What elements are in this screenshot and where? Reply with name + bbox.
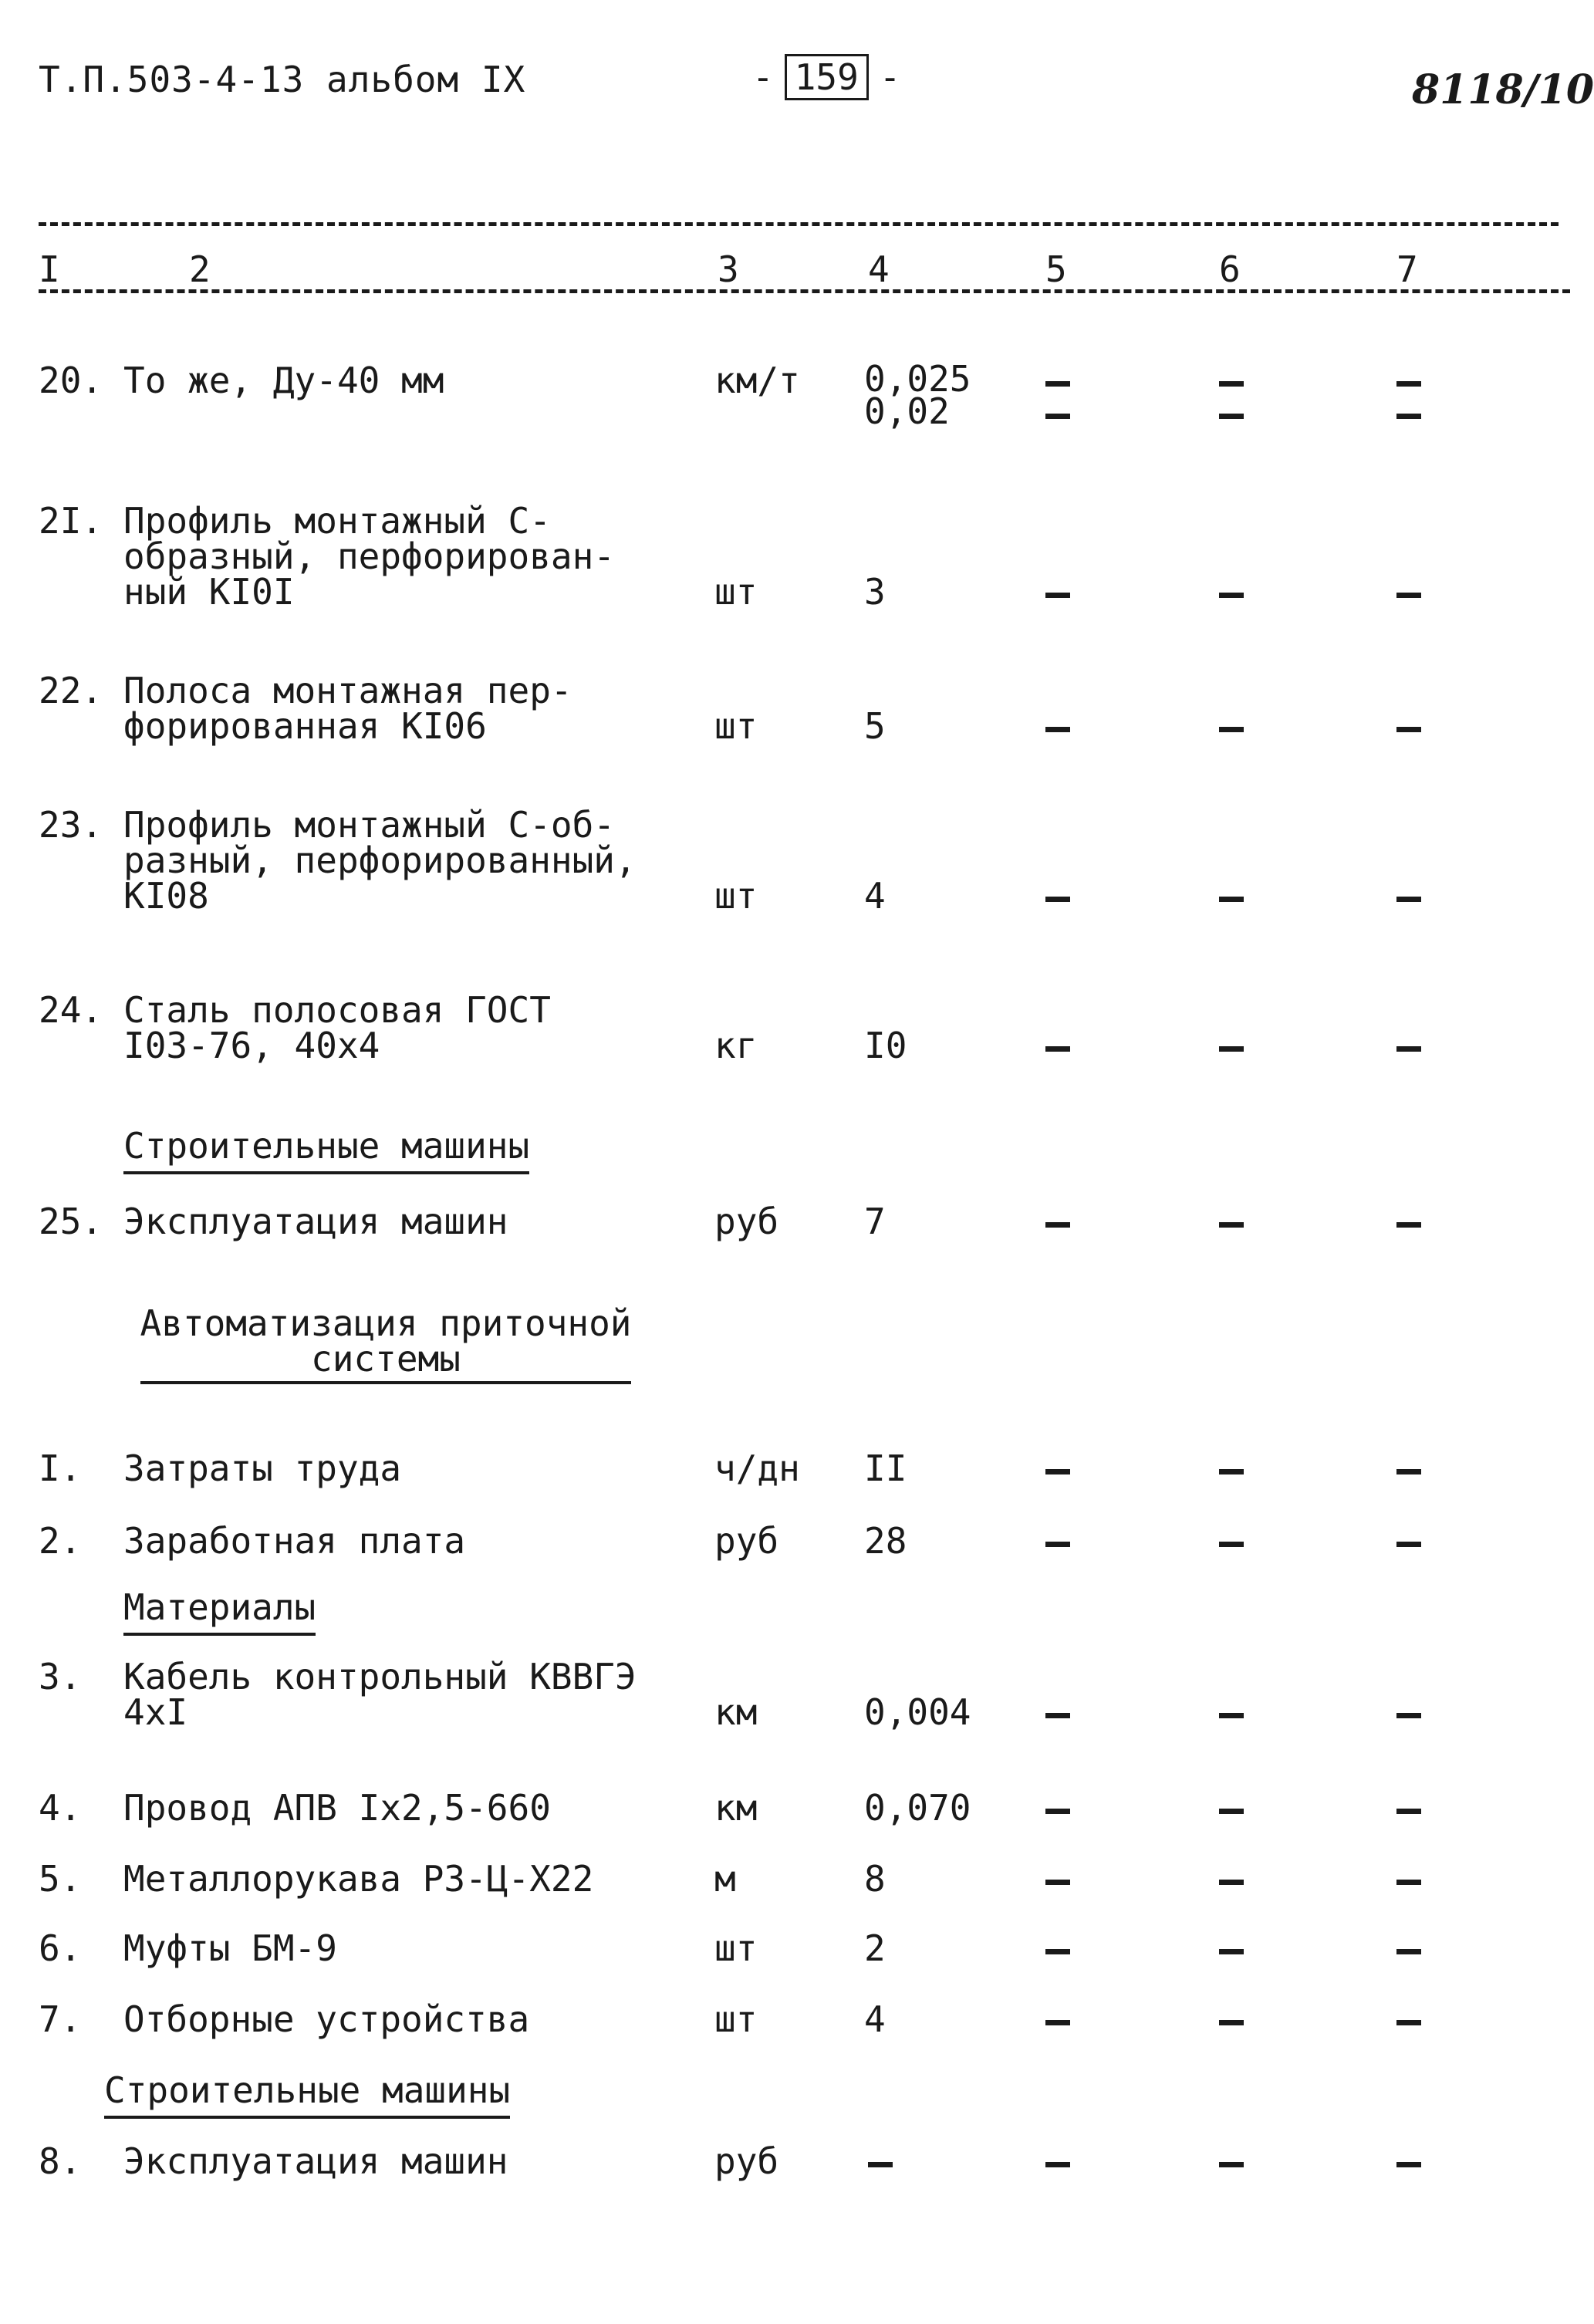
- empty-value-dash: [1045, 897, 1070, 902]
- section-heading: [123, 1125, 530, 1167]
- row-quantity: 2: [864, 1927, 886, 1969]
- section-heading-text: Строительные машины: [123, 1125, 529, 1174]
- row-quantity: I0: [864, 1025, 907, 1066]
- section-heading-text: Автоматизация приточной системы: [140, 1306, 632, 1384]
- row-unit: км: [714, 1691, 758, 1733]
- empty-value-dash: [1219, 1713, 1244, 1718]
- empty-value-dash: [1396, 2020, 1421, 2025]
- sheet-reference: 8118/10: [1412, 66, 1594, 113]
- row-unit: шт: [714, 1998, 758, 2040]
- column-number: 2: [189, 248, 211, 290]
- row-unit: шт: [714, 705, 758, 747]
- column-numbers: [0, 248, 1594, 292]
- row-number: 2I.: [39, 500, 103, 542]
- row-description: То же, Ду-40 мм: [123, 360, 444, 401]
- column-number: 4: [868, 248, 890, 290]
- row-description: Эксплуатация машин: [123, 1201, 508, 1242]
- row-quantity: 7: [864, 1201, 886, 1242]
- row-quantity: 0,025 0,02: [864, 358, 971, 432]
- empty-value-dash: [1219, 2020, 1244, 2025]
- empty-value-dash: [1219, 1880, 1244, 1885]
- row-quantity: 4: [864, 875, 886, 917]
- row-number: I.: [39, 1447, 82, 1489]
- row-description: Профиль монтажный С- образный, перфорирован- ный КI0I: [123, 500, 615, 613]
- row-quantity: [864, 2143, 886, 2179]
- row-quantity: 8: [864, 1858, 886, 1900]
- empty-value-dash: [1045, 1542, 1070, 1547]
- row-number: 25.: [39, 1201, 103, 1242]
- table-header-rule: [39, 289, 1570, 293]
- row-unit: м: [714, 1858, 736, 1900]
- row-number: 3.: [39, 1656, 82, 1697]
- empty-value-dash: [1396, 1046, 1421, 1052]
- empty-value-dash: [1396, 1222, 1421, 1228]
- empty-value-dash: [1219, 1046, 1244, 1052]
- page-suffix: -: [879, 56, 901, 98]
- row-description: Затраты труда: [123, 1447, 402, 1489]
- row-number: 22.: [39, 670, 103, 711]
- row-description: Отборные устройства: [123, 1998, 530, 2040]
- empty-value-dash: [1045, 727, 1070, 732]
- empty-value-dash: [1219, 1949, 1244, 1954]
- row-description: Эксплуатация машин: [123, 2140, 508, 2182]
- row-quantity: II: [864, 1447, 907, 1489]
- page-number: 159: [785, 54, 869, 100]
- row-unit: руб: [714, 1201, 779, 1242]
- empty-value-dash: [1045, 1880, 1070, 1885]
- empty-value-dash: [1045, 2020, 1070, 2025]
- row-quantity: 4: [864, 1998, 886, 2040]
- row-unit: шт: [714, 875, 758, 917]
- empty-value-dash: [1045, 1469, 1070, 1474]
- row-number: 23.: [39, 804, 103, 846]
- empty-value-dash: [1396, 1949, 1421, 1954]
- row-number: 20.: [39, 360, 103, 401]
- empty-value-dash: [1219, 727, 1244, 732]
- empty-value-dash: [1219, 1222, 1244, 1228]
- row-description: Сталь полосовая ГОСТ I03-76, 40х4: [123, 989, 551, 1066]
- row-number: 8.: [39, 2140, 82, 2182]
- row-description: Кабель контрольный КВВГЭ 4хI: [123, 1656, 637, 1733]
- empty-value-dash: [1219, 414, 1244, 419]
- row-description: Профиль монтажный С-об- разный, перфорированный, КI08: [123, 804, 637, 917]
- column-number: I: [39, 248, 60, 290]
- empty-value-dash: [1396, 2162, 1421, 2167]
- empty-value-dash: [1219, 381, 1244, 387]
- row-description: Полоса монтажная пер- форированная КI06: [123, 670, 572, 747]
- empty-value-dash: [1396, 1880, 1421, 1885]
- empty-value-dash: [1045, 1713, 1070, 1718]
- column-number: 5: [1045, 248, 1067, 290]
- row-unit: кг: [714, 1025, 758, 1066]
- empty-value-dash: [1219, 1809, 1244, 1814]
- row-description: Заработная плата: [123, 1520, 466, 1562]
- row-description: Провод АПВ Iх2,5-660: [123, 1787, 551, 1829]
- row-unit: руб: [714, 2140, 779, 2182]
- row-quantity: 0,070: [864, 1787, 971, 1829]
- empty-value-dash: [1045, 1222, 1070, 1228]
- row-quantity: 0,004: [864, 1691, 971, 1733]
- document-code: Т.П.503-4-13 альбом IX: [39, 59, 526, 100]
- empty-value-dash: [1045, 1949, 1070, 1954]
- row-number: 24.: [39, 989, 103, 1031]
- empty-value-dash: [1396, 1542, 1421, 1547]
- empty-value-dash: [1045, 1809, 1070, 1814]
- column-number: 3: [718, 248, 739, 290]
- empty-value-dash: [1045, 593, 1070, 598]
- empty-value-dash: [1396, 381, 1421, 387]
- row-number: 4.: [39, 1787, 82, 1829]
- row-quantity: 3: [864, 571, 886, 613]
- row-quantity: 5: [864, 705, 886, 747]
- section-heading: [104, 2069, 511, 2111]
- page-number-block: [752, 54, 901, 100]
- empty-value-dash: [1396, 1809, 1421, 1814]
- empty-value-dash: [1219, 1542, 1244, 1547]
- row-unit: шт: [714, 1927, 758, 1969]
- empty-value-dash: [1219, 1469, 1244, 1474]
- section-heading-text: Строительные машины: [104, 2069, 510, 2119]
- row-description: Металлорукава РЗ-Ц-Х22: [123, 1858, 594, 1900]
- table-top-rule: [39, 222, 1559, 226]
- empty-value-dash: [1396, 897, 1421, 902]
- empty-value-dash: [1219, 2162, 1244, 2167]
- empty-value-dash: [1045, 1046, 1070, 1052]
- row-number: 7.: [39, 1998, 82, 2040]
- empty-value-dash: [1396, 593, 1421, 598]
- empty-value-dash: [1219, 593, 1244, 598]
- row-description: Муфты БМ-9: [123, 1927, 337, 1969]
- column-number: 7: [1396, 248, 1418, 290]
- row-unit: км: [714, 1787, 758, 1829]
- empty-value-dash: [1396, 414, 1421, 419]
- row-quantity: 28: [864, 1520, 907, 1562]
- section-heading: [123, 1302, 648, 1384]
- empty-value-dash: [1045, 414, 1070, 419]
- row-unit: руб: [714, 1520, 779, 1562]
- row-unit: ч/дн: [714, 1447, 800, 1489]
- empty-value-dash: [1045, 381, 1070, 387]
- row-unit: км/т: [714, 360, 800, 401]
- row-number: 2.: [39, 1520, 82, 1562]
- row-number: 5.: [39, 1858, 82, 1900]
- empty-value-dash: [1396, 1469, 1421, 1474]
- section-heading-text: Материалы: [123, 1586, 316, 1636]
- empty-value-dash: [1396, 727, 1421, 732]
- page-prefix: -: [752, 56, 774, 98]
- row-unit: шт: [714, 571, 758, 613]
- empty-value-dash: [1045, 2162, 1070, 2167]
- row-number: 6.: [39, 1927, 82, 1969]
- section-heading: [123, 1586, 316, 1628]
- empty-value-dash: [1219, 897, 1244, 902]
- empty-value-dash: [1396, 1713, 1421, 1718]
- column-number: 6: [1219, 248, 1241, 290]
